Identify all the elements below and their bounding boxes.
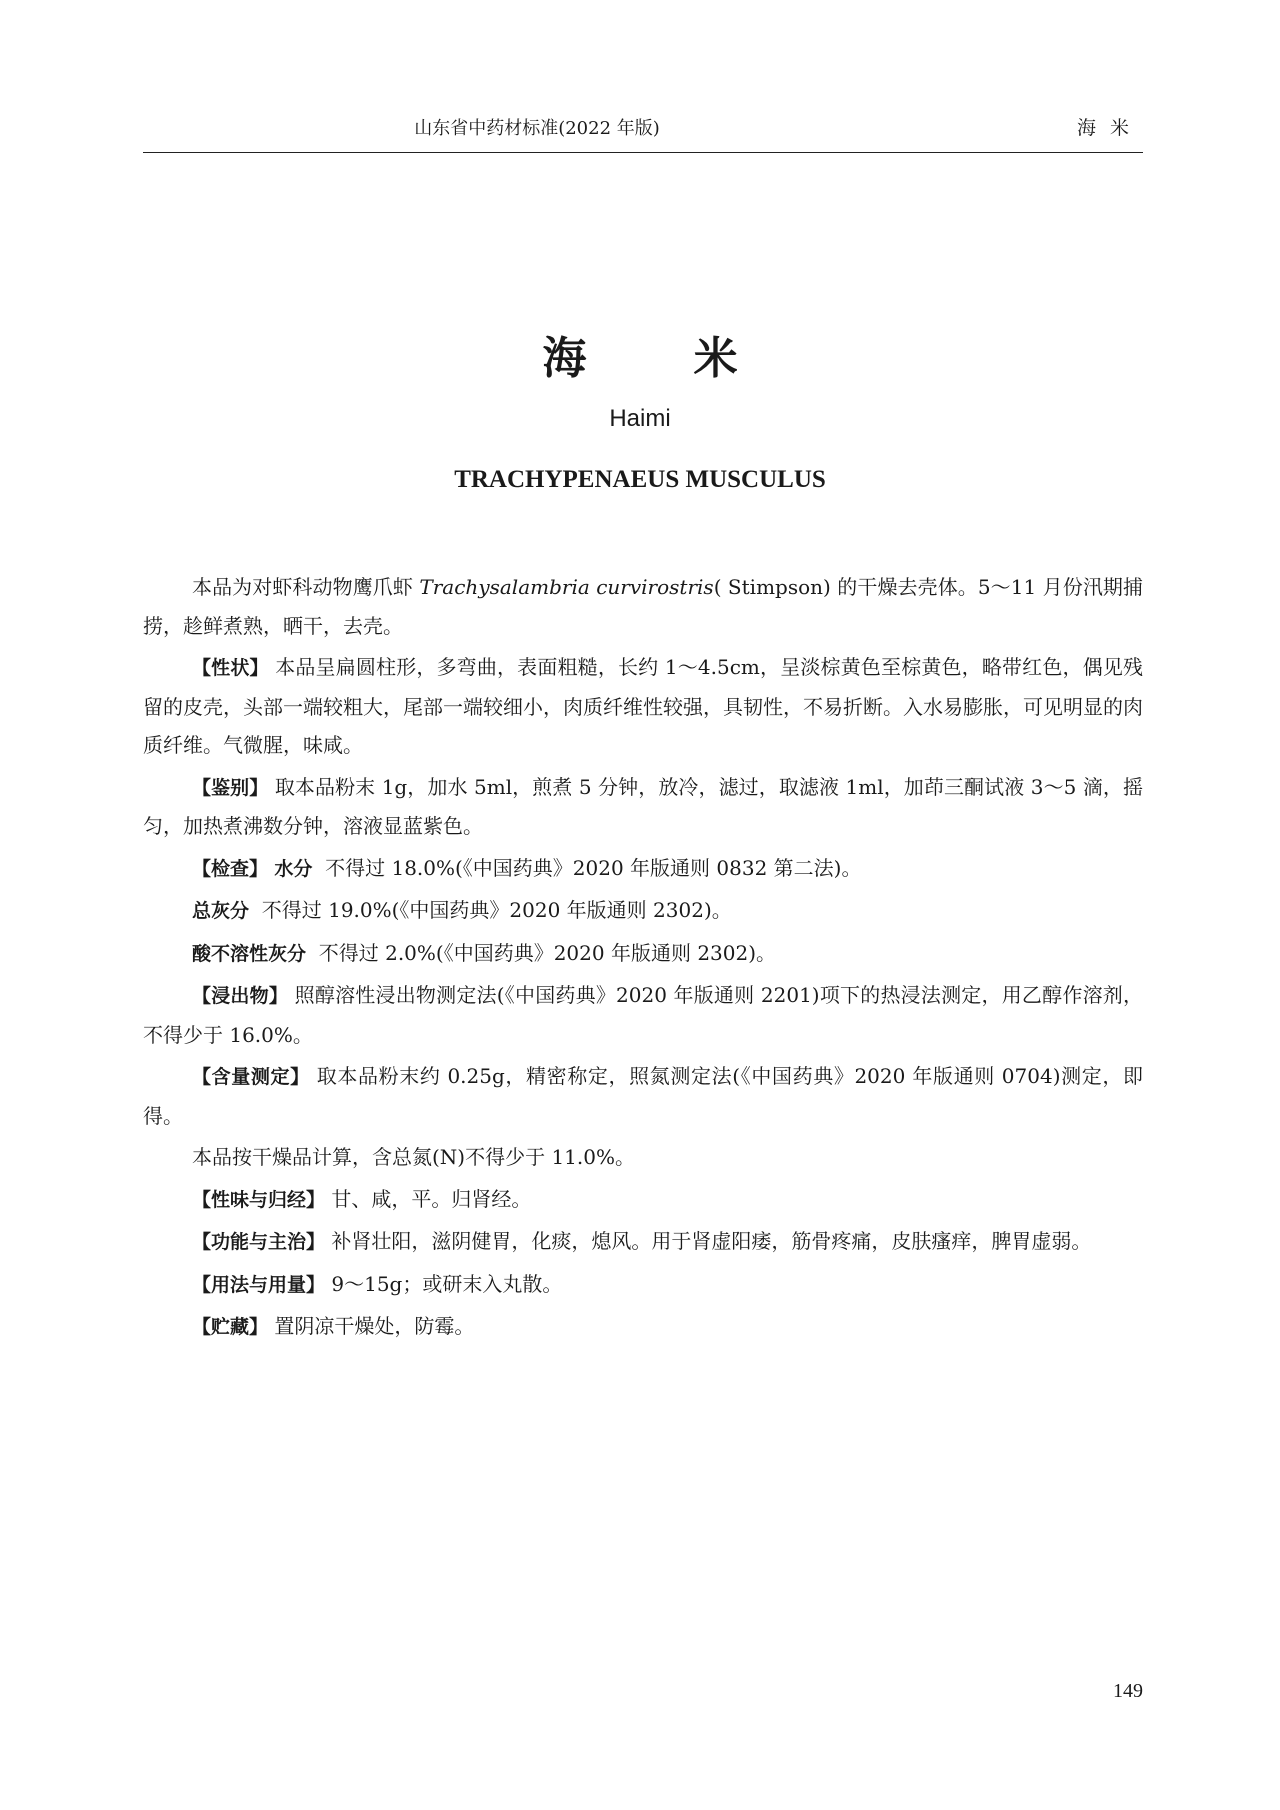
intro-text: 本品为对虾科动物鹰爪虾	[192, 575, 420, 599]
usage-section	[143, 1265, 1143, 1305]
storage-text: 置阴凉干燥处，防霉。	[274, 1314, 475, 1338]
characters-section	[143, 648, 1143, 765]
identification-section	[143, 768, 1143, 846]
storage-label: 【贮藏】	[192, 1316, 269, 1338]
identification-label: 【鉴别】	[192, 776, 269, 799]
moisture-text: 不得过 18.0%(《中国药典》2020 年版通则 0832 第二法)。	[325, 855, 862, 880]
inspection-section	[143, 849, 1143, 889]
page-title: 海 米	[542, 333, 784, 384]
nature-meridian-text: 甘、咸，平。归肾经。	[331, 1186, 532, 1211]
running-header	[143, 112, 1143, 140]
inspection-label: 【检查】	[192, 857, 269, 880]
book-title: 山东省中药材标准(2022 年版)	[414, 118, 660, 139]
total-ash-label: 总灰分	[192, 900, 250, 922]
latin-name: TRACHYPENAEUS MUSCULUS	[454, 466, 826, 493]
assay-requirement: 本品按干燥品计算，含总氮(N)不得少于 11.0%。	[192, 1145, 635, 1169]
functions-section	[143, 1222, 1143, 1262]
extractives-text: 照醇溶性浸出物测定法(《中国药典》2020 年版通则 2201)项下的热浸法测定，用乙醇作溶剂，不得少于 16.0%。	[143, 983, 1143, 1047]
characters-label: 【性状】	[192, 657, 269, 679]
nature-meridian-label: 【性味与归经】	[192, 1188, 326, 1211]
extractives-section	[143, 976, 1143, 1054]
acid-insoluble-ash-label: 酸不溶性灰分	[192, 942, 307, 965]
assay-label: 【含量测定】	[192, 1066, 310, 1088]
total-ash-text: 不得过 19.0%(《中国药典》2020 年版通则 2302)。	[261, 898, 732, 922]
usage-label: 【用法与用量】	[192, 1273, 326, 1296]
acid-insoluble-ash-line	[143, 934, 1143, 974]
intro-text-end: ( Stimpson) 的干燥去壳体。5～11 月份汛期捕捞，趁鲜煮熟，晒干，去壳。	[143, 575, 1144, 638]
assay-section	[143, 1057, 1143, 1135]
functions-text: 补肾壮阳，滋阴健胃，化痰，熄风。用于肾虚阳痿，筋骨疼痛，皮肤瘙痒，脾胃虚弱。	[331, 1229, 1092, 1253]
identification-text: 取本品粉末 1g，加水 5ml，煎煮 5 分钟，放冷，滤过，取滤液 1ml，加茚三酮试液 3～5 滴，摇匀，加热煮沸数分钟，溶液显蓝紫色。	[143, 774, 1144, 838]
intro-paragraph	[143, 568, 1143, 645]
page-number: 149	[1113, 1680, 1143, 1702]
characters-text: 本品呈扁圆柱形，多弯曲，表面粗糙，长约 1～4.5cm，呈淡棕黄色至棕黄色，略带红色，偶见残留的皮壳，头部一端较粗大，尾部一端较细小，肉质纤维性较强，具韧性，不易折断。入水易膨胀，可见明显的肉质纤维。气微腥，味咸。	[143, 655, 1143, 757]
assay-text: 取本品粉末约 0.25g，精密称定，照氮测定法(《中国药典》2020 年版通则 0704)测定，即得。	[143, 1064, 1143, 1128]
monograph-body	[143, 568, 1143, 1350]
running-entry-name: 海米	[1076, 117, 1143, 139]
acid-insoluble-ash-text: 不得过 2.0%(《中国药典》2020 年版通则 2302)。	[318, 940, 777, 965]
header-rule	[143, 152, 1143, 153]
storage-section	[143, 1307, 1143, 1347]
pinyin-name: Haimi	[609, 405, 671, 432]
moisture-label: 水分	[274, 857, 313, 880]
species-name: Trachysalambria curvirostris	[419, 575, 714, 599]
total-ash-line	[143, 891, 1143, 931]
nature-meridian-section	[143, 1180, 1143, 1220]
functions-label: 【功能与主治】	[192, 1231, 326, 1253]
usage-text: 9～15g；或研末入丸散。	[331, 1271, 563, 1296]
extractives-label: 【浸出物】	[192, 985, 289, 1007]
